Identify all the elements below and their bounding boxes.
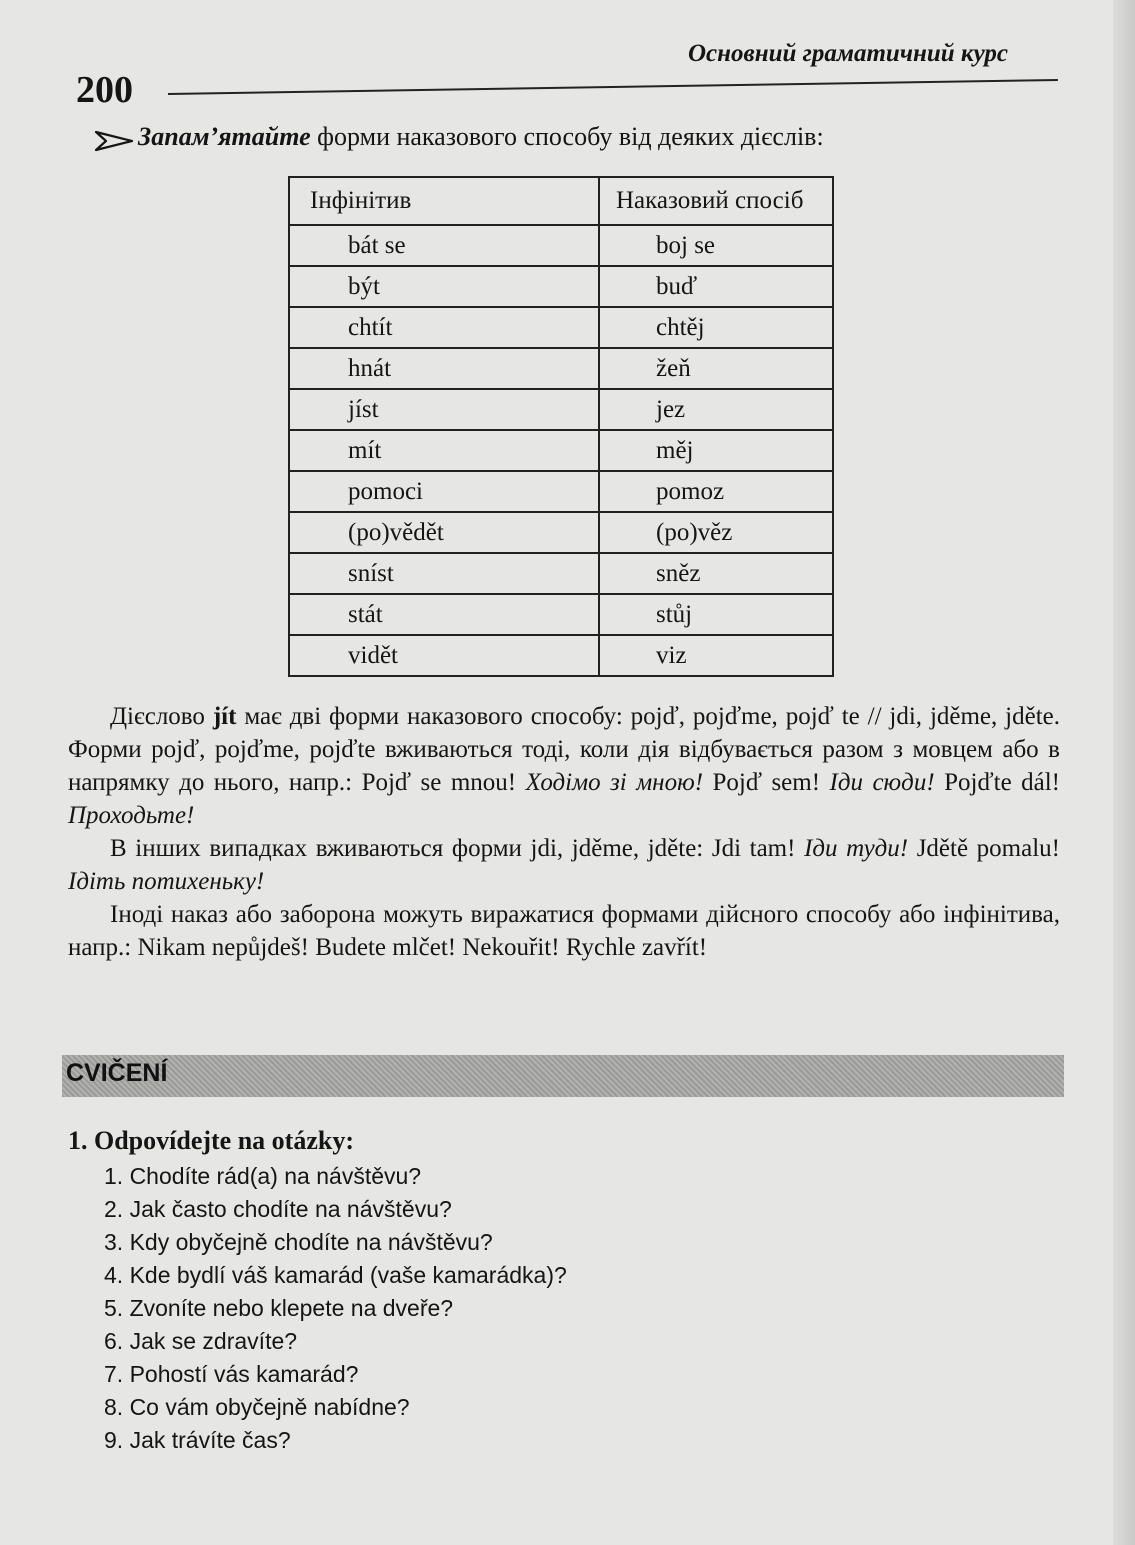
list-item: 9. Jak trávíte čas? <box>104 1427 291 1453</box>
list-item: 8. Co vám obyčejně nabídne? <box>104 1394 410 1420</box>
table-row <box>289 553 833 594</box>
infinitive-cell: sníst <box>289 553 599 594</box>
list-item: 2. Jak často chodíte na návštěvu? <box>104 1196 452 1222</box>
text-run: Jdětě pomalu! <box>908 835 1060 862</box>
exercise-title: 1. Odpovídejte na otázky: <box>68 1126 354 1155</box>
list-item: 4. Kde bydlí váš kamarád (vaše kamarádka)? <box>104 1262 567 1288</box>
imperative-cell: viz <box>599 635 833 676</box>
imperative-cell: chtěj <box>599 307 833 348</box>
infinitive-cell: pomoci <box>289 471 599 512</box>
table-row <box>289 266 833 307</box>
infinitive-cell: bát se <box>289 225 599 266</box>
arrow-icon <box>94 130 134 152</box>
infinitive-cell: mít <box>289 430 599 471</box>
imperative-cell: (po)věz <box>599 512 833 553</box>
list-item: 6. Jak se zdravíte? <box>104 1328 298 1354</box>
imperative-cell: sněz <box>599 553 833 594</box>
list-item: 1. Chodíte rád(a) na návštěvu? <box>104 1163 422 1189</box>
imperative-cell: stůj <box>599 594 833 635</box>
column-header-imperative: Наказовий спосіб <box>599 177 833 225</box>
table-row <box>289 635 833 676</box>
section-banner <box>62 1055 1064 1097</box>
text-run: Іноді наказ або заборона можуть виражатися формами дійсного способу або інфінітива, напр.: Nikam nepůjdeš! Budete mlčet! Nekouřit! Rychle zavřít! <box>68 901 1060 961</box>
translation-italic: Іди туди! <box>804 835 909 862</box>
intro-lead: Запам’ятайте <box>138 122 311 151</box>
table-header-row <box>289 177 833 225</box>
translation-italic: Проходьте! <box>68 802 195 829</box>
list-item: 5. Zvoníte nebo klepete na dveře? <box>104 1295 454 1321</box>
section-title: CVIČENÍ <box>66 1059 168 1087</box>
text-run: В інших випадках вживаються форми jdi, jděme, jděte: Jdi tam! <box>110 835 805 862</box>
text-run: Pojďte dál! <box>934 769 1061 796</box>
intro-line <box>102 122 824 152</box>
infinitive-cell: jíst <box>289 389 599 430</box>
imperative-cell: žeň <box>599 348 833 389</box>
imperative-cell: boj se <box>599 225 833 266</box>
imperative-cell: buď <box>599 266 833 307</box>
table-row <box>289 594 833 635</box>
paragraph-indicative <box>68 898 1060 964</box>
running-title: Основний граматичний курс <box>688 40 1008 67</box>
table-row <box>289 512 833 553</box>
table-row <box>289 430 833 471</box>
translation-italic: Ходімо зі мною! <box>525 769 704 796</box>
text-run: має дві форми наказового способу: pojď, pojďme, pojď te // jdi, jděme, jděte. Форми pojď, pojďme, pojďte вживаються тоді, коли дія відбувається разом з мовцем або в напрямку до нього, напр.: Pojď se mnou! <box>68 703 1060 796</box>
infinitive-cell: vidět <box>289 635 599 676</box>
list-item: 3. Kdy obyčejně chodíte na návštěvu? <box>104 1229 493 1255</box>
paragraph-other-cases <box>68 832 1060 898</box>
page-edge <box>1113 0 1135 1545</box>
table-row <box>289 389 833 430</box>
page-number: 200 <box>76 69 133 111</box>
infinitive-cell: (po)vědět <box>289 512 599 553</box>
infinitive-cell: být <box>289 266 599 307</box>
translation-italic: Ідіть потихеньку! <box>68 868 265 895</box>
table-row <box>289 307 833 348</box>
question-list <box>104 1160 567 1457</box>
imperative-cell: měj <box>599 430 833 471</box>
text-run: Дієслово <box>110 703 213 730</box>
imperative-table <box>288 176 834 677</box>
infinitive-cell: chtít <box>289 307 599 348</box>
header-rule <box>168 79 1058 95</box>
column-header-infinitive: Інфінітив <box>289 177 599 225</box>
table-row <box>289 471 833 512</box>
text-run: Pojď sem! <box>703 769 830 796</box>
imperative-cell: jez <box>599 389 833 430</box>
infinitive-cell: hnát <box>289 348 599 389</box>
translation-italic: Іди сюди! <box>829 769 935 796</box>
infinitive-cell: stát <box>289 594 599 635</box>
table-row <box>289 348 833 389</box>
list-item: 7. Pohostí vás kamarád? <box>104 1361 359 1387</box>
table-row <box>289 225 833 266</box>
verb-bold: jít <box>212 703 237 730</box>
imperative-cell: pomoz <box>599 471 833 512</box>
paragraph-jit <box>68 700 1060 832</box>
intro-text: форми наказового способу від деяких дієслів: <box>310 122 824 151</box>
